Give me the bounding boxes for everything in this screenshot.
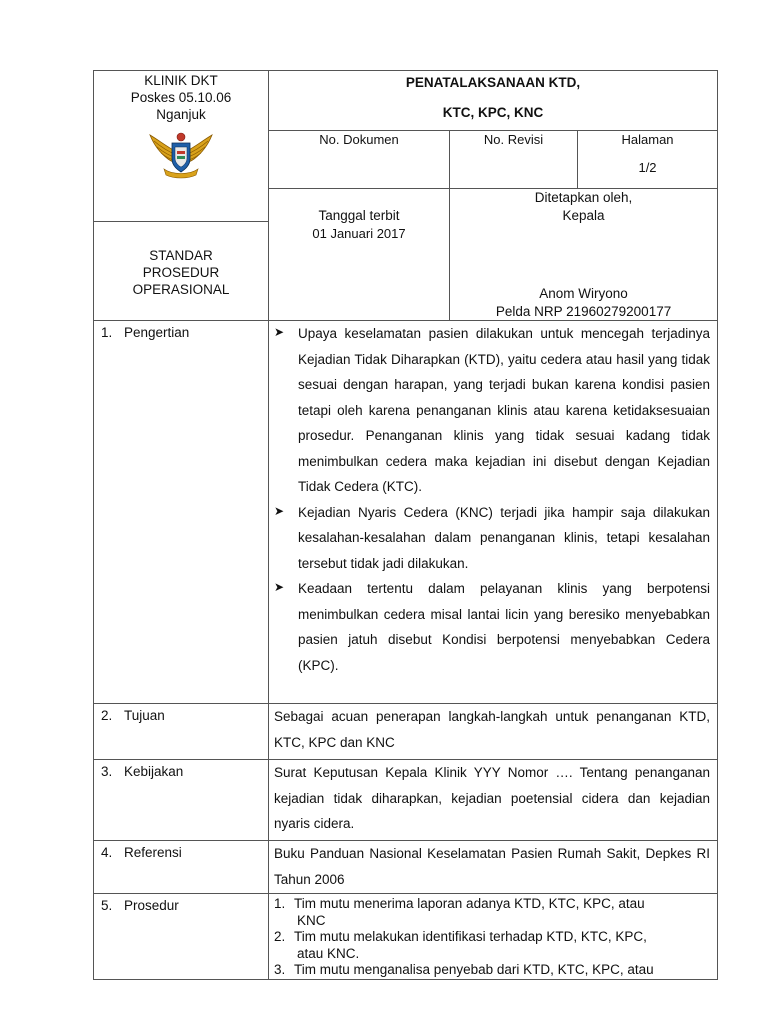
no-dokumen-label: No. Dokumen [319,132,399,147]
section-label-kebijakan: 3. Kebijakan [94,760,269,841]
doc-title-line2: KTC, KPC, KNC [442,105,544,120]
header-table [93,70,718,321]
clinic-city: Nganjuk [156,107,206,122]
ditetapkan-label: Ditetapkan oleh, [534,190,633,205]
section-label-pengertian: 1. Pengertian [94,321,269,704]
clinic-cell [94,71,269,222]
sop-line3: OPERASIONAL [132,282,230,297]
halaman-cell [578,131,718,189]
table-row [94,704,718,760]
section-content-referensi: Buku Panduan Nasional Keselamatan Pasien Rumah Sakit, Depkes RI Tahun 2006 [269,841,718,894]
tanggal-value: 01 Januari 2017 [312,226,406,241]
content-table [93,320,718,980]
list-item: 1. Tim mutu menerima laporan adanya KTD, KTC, KPC, atau KNC [274,896,645,928]
no-dokumen-cell [269,131,450,189]
halaman-value: 1/2 [638,160,657,175]
tanggal-label: Tanggal terbit [318,208,400,223]
list-item: 2. Tim mutu melakukan identifikasi terhadap KTD, KTC, KPC, atau KNC. [274,929,647,961]
list-item: ➤ Keadaan tertentu dalam pelayanan klinis yang berpotensi menimbulkan cedera misal lantai licin yang beresiko menyebabkan pasien jatuh disebut Kondisi berpotensi menyebabkan Cedera (KPC). [274,576,710,678]
section-label-prosedur: 5. Prosedur [94,894,269,980]
list-item: ➤ Kejadian Nyaris Cedera (KNC) terjadi jika hampir saja dilakukan kesalahan-kesalahan dalam penanganan klinis, tetapi kesalahan tersebut tidak jadi dilakukan. [274,500,710,577]
ditetapkan-cell [450,189,718,321]
garuda-emblem-icon [148,129,214,179]
section-label-referensi: 4. Referensi [94,841,269,894]
table-row [94,841,718,894]
signer-name: Anom Wiryono [539,286,628,301]
tanggal-cell [269,189,450,321]
clinic-post: Poskes 05.10.06 [130,90,232,105]
section-label-tujuan: 2. Tujuan [94,704,269,760]
sop-cell [94,222,269,321]
section-content-tujuan: Sebagai acuan penerapan langkah-langkah untuk penanganan KTD, KTC, KPC dan KNC [269,704,718,760]
section-content-prosedur [269,894,718,980]
section-content-pengertian [269,321,718,704]
list-item: 3. Tim mutu menganalisa penyebab dari KTD, KTC, KPC, atau [274,962,654,977]
arrowhead-bullet-icon: ➤ [274,503,285,518]
arrowhead-bullet-icon: ➤ [274,325,285,339]
clinic-name: KLINIK DKT [144,73,218,88]
table-row [94,321,718,704]
sop-line1: STANDAR [149,248,213,263]
no-revisi-label: No. Revisi [483,132,544,147]
table-row [94,894,718,980]
list-item: ➤ Upaya keselamatan pasien dilakukan untuk mencegah terjadinya Kejadian Tidak Diharapkan (KTD), yaitu cedera atau hasil yang tidak sesuai dengan harapan, yang terjadi bukan karena kondisi pasien tetapi oleh karena penanganan klinis atau karena ketidaksesuaian prosedur. Penanganan klinis yang tidak sesuai kadang tidak menimbulkan cedera maka kejadian ini disebut dengan Kejadian Tidak Cedera (KTC). [274,321,710,500]
sop-line2: PROSEDUR [142,265,220,280]
halaman-label: Halaman [621,132,674,147]
ditetapkan-role: Kepala [562,208,605,223]
no-revisi-cell [450,131,578,189]
table-row [94,760,718,841]
title-cell [269,71,718,131]
signer-id: Pelda NRP 21960279200177 [495,304,672,319]
doc-title-line1: PENATALAKSANAAN KTD, [405,75,581,90]
arrowhead-bullet-icon: ➤ [274,580,285,594]
section-content-kebijakan: Surat Keputusan Kepala Klinik YYY Nomor …. Tentang penanganan kejadian tidak diharapkan, kejadian poetensial cidera dan kejadian nyaris cidera. [269,760,718,841]
